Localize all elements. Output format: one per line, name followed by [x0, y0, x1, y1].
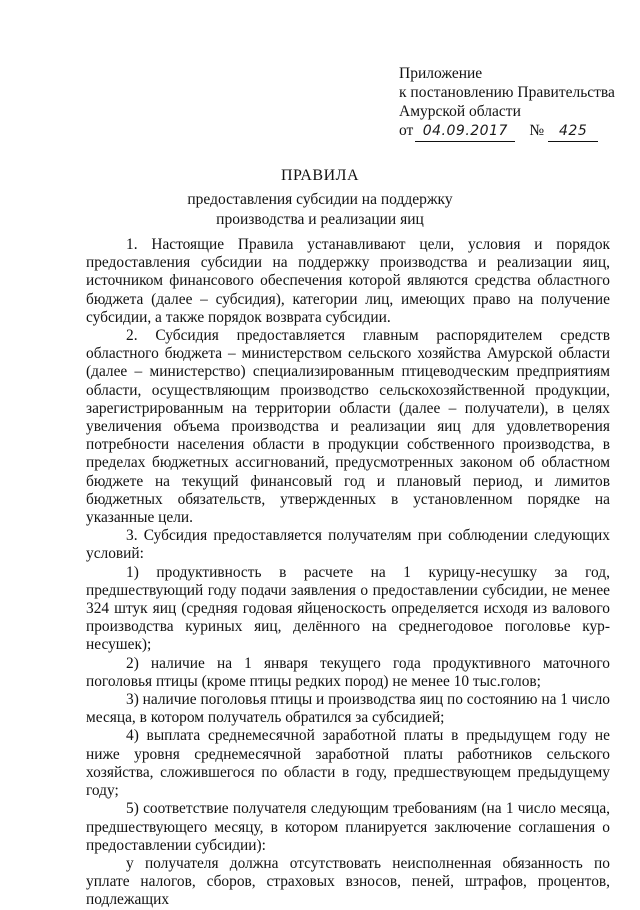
- subtitle-line-2: производства и реализации яиц: [216, 211, 424, 228]
- condition-4: 4) выплата среднемесячной заработной платы в предыдущем году не ниже уровня среднемесячной заработной платы работников сельского хозяйства, сложившегося по области в году, предшествующем предыдущему году;: [86, 727, 610, 800]
- subtitle-line-1: предоставления субсидии на поддержку: [187, 191, 453, 208]
- condition-1: 1) продуктивность в расчете на 1 курицу-несушку за год, предшествующий году подачи заявления о предоставлении субсидии, не менее 324 штук яиц (средняя годовая яйценоскость определяется исходя из валового производства куриных яиц, делённого на среднегодовое поголовье кур-несушек);: [86, 563, 610, 654]
- paragraph-3: 3. Субсидия предоставляется получателям при соблюдении следующих условий:: [86, 527, 610, 563]
- document-subtitle: [0, 190, 640, 230]
- appendix-line-2: к постановлению Правительства: [399, 84, 615, 101]
- document-title: ПРАВИЛА: [280, 167, 360, 184]
- document-body: [86, 236, 610, 910]
- paragraph-1: 1. Настоящие Правила устанавливают цели, условия и порядок предоставления субсидии на поддержку производства и реализации яиц, источником финансового обеспечения которой являются средства областного бюджета (далее – субсидия), категории лиц, имеющих право на получение субсидии, а также порядок возврата субсидии.: [86, 236, 610, 326]
- from-label: от: [399, 122, 414, 139]
- appendix-date-line: [399, 121, 615, 142]
- appendix-block: [399, 64, 615, 142]
- requirement-1: у получателя должна отсутствовать неисполненная обязанность по уплате налогов, сборов, страховых взносов, пеней, штрафов, процентов, подлежащих: [86, 854, 610, 909]
- appendix-line-1: Приложение: [399, 65, 483, 82]
- appendix-line-3: Амурской области: [399, 103, 521, 120]
- handwritten-number: 425: [548, 121, 598, 142]
- paragraph-2: 2. Субсидия предоставляется главным распорядителем средств областного бюджета – министерством сельского хозяйства Амурской области (далее – министерство) специализированным птицеводческим предприятиям области, осуществляющим производство сельскохозяйственной продукции, зарегистрированным на территории области (далее – получатели), в целях увеличения объема производства и реализации яиц для удовлетворения потребности населения области в продукции собственного производства, в пределах бюджетных ассигнований, предусмотренных законом об областном бюджете на текущий финансовый год и плановый период, и лимитов бюджетных обязательств, утвержденных в установленном порядке на указанные цели.: [86, 327, 610, 527]
- condition-2: 2) наличие на 1 января текущего года продуктивного маточного поголовья птицы (кроме птицы редких пород) не менее 10 тыс.голов;: [86, 654, 610, 690]
- condition-3: 3) наличие поголовья птицы и производства яиц по состоянию на 1 число месяца, в котором получатель обратился за субсидией;: [86, 691, 610, 727]
- handwritten-date: 04.09.2017: [415, 121, 515, 142]
- number-label: №: [529, 122, 545, 139]
- condition-5: 5) соответствие получателя следующим требованиям (на 1 число месяца, предшествующего месяцу, в котором планируется заключение соглашения о предоставлении субсидии):: [86, 800, 610, 854]
